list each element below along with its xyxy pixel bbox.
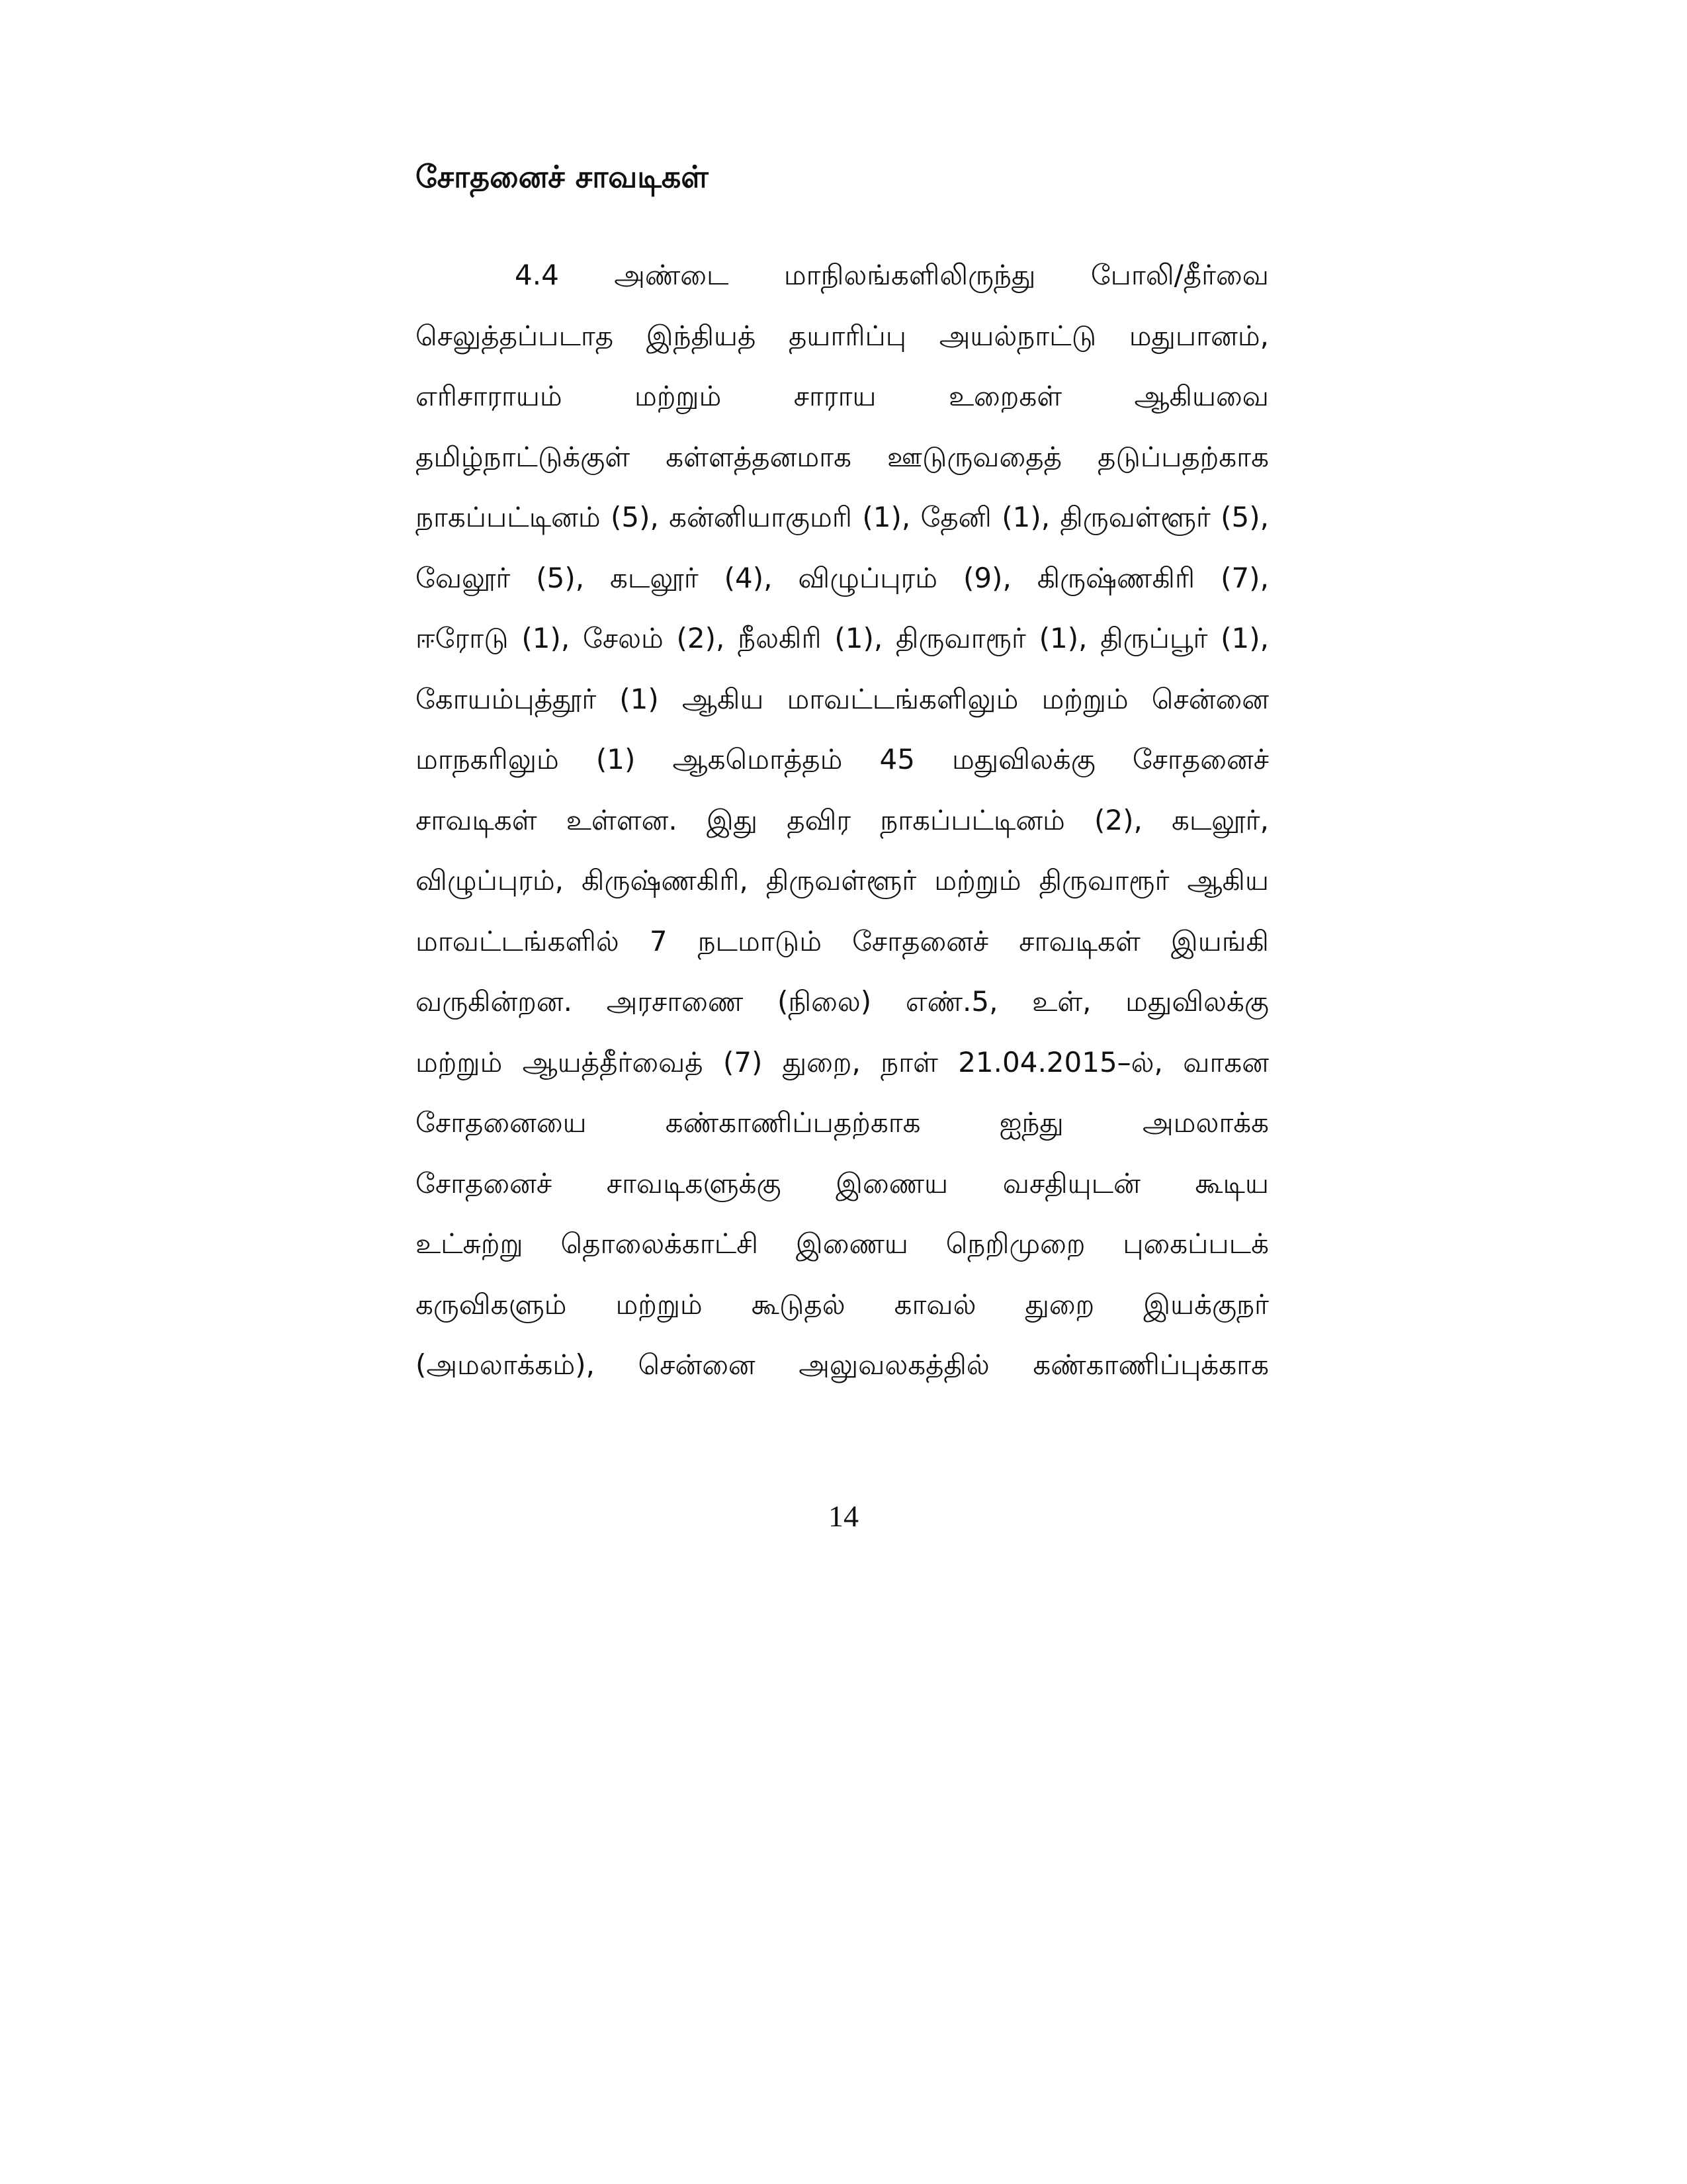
word: சாவடிகள் <box>1019 924 1141 957</box>
word: சென்னை <box>1151 682 1269 715</box>
word: (5), <box>610 501 659 533</box>
word: மற்றும் <box>1041 682 1129 715</box>
word: கிருஷ்ணகிரி <box>1037 561 1195 594</box>
word: அமலாக்க <box>1142 1106 1269 1139</box>
word: ஆகியவை <box>1134 380 1269 412</box>
paragraph-line <box>415 729 1269 790</box>
word: சாவடிகள் <box>415 803 537 836</box>
word: மாநகரிலும் <box>415 743 559 775</box>
word: கூடுதல் <box>751 1288 845 1321</box>
word: மாநிலங்களிலிருந்து <box>783 259 1036 291</box>
word: தயாரிப்பு <box>789 319 907 352</box>
word: கிருஷ்ணகிரி, <box>582 864 748 896</box>
word: செலுத்தப்படாத <box>415 319 614 352</box>
word: கள்ளத்தனமாக <box>666 440 851 473</box>
word: சோதனைச் <box>852 924 989 957</box>
paragraph-line <box>415 1213 1269 1274</box>
word: நாகப்பட்டினம் <box>415 501 601 533</box>
paragraph-line <box>415 1334 1269 1395</box>
word: சோதனையை <box>415 1106 587 1139</box>
word: சேலம் <box>583 622 664 654</box>
word: வசதியுடன் <box>1002 1166 1141 1200</box>
word: திருவள்ளூர் <box>765 864 917 896</box>
word: கன்னியாகுமரி <box>669 501 853 533</box>
word: (9), <box>963 561 1012 594</box>
word: நீலகிரி <box>738 622 822 654</box>
word: கண்காணிப்பதற்காக <box>665 1106 921 1139</box>
word: அலுவலகத்தில் <box>799 1348 990 1381</box>
word: அயல்நாட்டு <box>939 319 1097 352</box>
word: கருவிகளும் <box>415 1288 567 1321</box>
word: (1), <box>1002 501 1051 533</box>
word: (5), <box>1221 501 1269 533</box>
word: (1), <box>862 501 911 533</box>
word: கடலூர், <box>1171 803 1269 836</box>
word: மதுபானம், <box>1129 319 1269 352</box>
word: வாகன <box>1183 1045 1269 1078</box>
word: விழுப்புரம் <box>798 561 938 594</box>
word: (2), <box>676 622 725 654</box>
word: கடலூர் <box>610 561 699 594</box>
paragraph-line <box>415 548 1269 609</box>
word: துறை, <box>782 1045 861 1078</box>
word: உட்சுற்று <box>415 1227 523 1260</box>
word: நாள் <box>881 1045 938 1078</box>
word: இணைய <box>795 1227 908 1260</box>
word: சோதனைச் <box>1132 743 1269 775</box>
word: உள்ளன. <box>566 803 677 836</box>
word: ஆகமொத்தம் <box>672 743 843 775</box>
word: இயங்கி <box>1170 924 1269 957</box>
word: இயக்குநர் <box>1143 1288 1269 1321</box>
word: தொலைக்காட்சி <box>560 1227 759 1260</box>
word: உள், <box>1032 985 1092 1018</box>
word: (1), <box>521 622 570 654</box>
paragraph-line <box>415 1274 1269 1335</box>
word: ஆயத்தீர்வைத் <box>522 1045 703 1078</box>
word: காவல் <box>894 1288 976 1321</box>
word: கோயம்புத்தூர் <box>415 682 597 715</box>
word: சென்னை <box>638 1348 756 1381</box>
paragraph-line <box>415 1153 1269 1214</box>
word: (7), <box>1221 561 1269 594</box>
word: மற்றும் <box>615 1288 703 1321</box>
word: (1), <box>834 622 883 654</box>
paragraph-line <box>415 608 1269 669</box>
word: இது <box>706 803 758 836</box>
word: அரசாணை <box>606 985 744 1018</box>
paragraph-line <box>415 971 1269 1032</box>
word: மதுவிலக்கு <box>951 743 1096 775</box>
word: திருவாரூர் <box>1039 864 1170 896</box>
word: விழுப்புரம், <box>415 864 564 896</box>
word: 21.04.2015–ல், <box>958 1045 1163 1078</box>
word: 4.4 <box>515 259 559 291</box>
paragraph-line <box>415 245 1269 306</box>
word: 45 <box>879 743 915 775</box>
word: (நிலை) <box>777 985 872 1018</box>
word: ஆகிய <box>1187 864 1269 896</box>
section-heading: சோதனைச் சாவடிகள் <box>415 159 709 195</box>
word: (5), <box>536 561 585 594</box>
paragraph-line <box>415 427 1269 488</box>
word: போலி/தீர்வை <box>1090 259 1269 291</box>
word: நெறிமுறை <box>945 1227 1086 1260</box>
word: திருவள்ளூர் <box>1060 501 1211 533</box>
word: மதுவிலக்கு <box>1125 985 1269 1018</box>
word: அண்டை <box>614 259 729 291</box>
word: திருப்பூர் <box>1100 622 1208 654</box>
word: இணைய <box>836 1166 949 1200</box>
word: சாவடிகளுக்கு <box>606 1166 781 1200</box>
word: தேனி <box>920 501 992 533</box>
word: நடமாடும் <box>697 924 822 957</box>
word: மற்றும் <box>634 380 722 412</box>
paragraph-line <box>415 669 1269 730</box>
paragraph-line <box>415 487 1269 548</box>
page-number: 14 <box>828 1499 859 1533</box>
word: சோதனைச் <box>415 1166 552 1200</box>
word: தமிழ்நாட்டுக்குள் <box>415 440 630 473</box>
word: இந்தியத் <box>646 319 756 352</box>
word: வேலூர் <box>415 561 511 594</box>
word: (அமலாக்கம்), <box>415 1348 595 1381</box>
word: 7 <box>649 924 668 957</box>
paragraph-line <box>415 1032 1269 1093</box>
word: உறைகள் <box>948 380 1062 412</box>
word: மாவட்டங்களிலும் <box>787 682 1019 715</box>
word: புகைப்படக் <box>1123 1227 1269 1260</box>
word: (1) <box>619 682 659 715</box>
word: ஆகிய <box>681 682 764 715</box>
paragraph-line <box>415 911 1269 972</box>
word: ஈரோடு <box>415 622 509 654</box>
word: மற்றும் <box>934 864 1021 896</box>
paragraph-line <box>415 1092 1269 1153</box>
word: துறை <box>1025 1288 1095 1321</box>
word: வருகின்றன. <box>415 985 572 1018</box>
word: கூடிய <box>1195 1166 1269 1200</box>
word: (1), <box>1221 622 1269 654</box>
word: தவிர <box>787 803 851 836</box>
word: சாராய <box>793 380 877 412</box>
word: எண்.5, <box>905 985 998 1018</box>
word: (7) <box>722 1045 763 1078</box>
word: திருவாரூர் <box>896 622 1026 654</box>
word: தடுப்பதற்காக <box>1098 440 1269 473</box>
body-paragraph <box>415 245 1269 1395</box>
word: மாவட்டங்களில் <box>415 924 619 957</box>
word: எரிசாராயம் <box>415 380 562 412</box>
word: ஐந்து <box>999 1106 1064 1139</box>
word: ஊடுருவதைத் <box>887 440 1062 473</box>
word: (4), <box>724 561 773 594</box>
paragraph-line <box>415 790 1269 851</box>
paragraph-line <box>415 850 1269 911</box>
word: மற்றும் <box>415 1045 503 1078</box>
word: (2), <box>1094 803 1143 836</box>
word: (1), <box>1039 622 1088 654</box>
word: நாகப்பட்டினம் <box>880 803 1065 836</box>
paragraph-line <box>415 306 1269 367</box>
word: கண்காணிப்புக்காக <box>1033 1348 1269 1381</box>
paragraph-line <box>415 366 1269 427</box>
word: (1) <box>595 743 636 775</box>
